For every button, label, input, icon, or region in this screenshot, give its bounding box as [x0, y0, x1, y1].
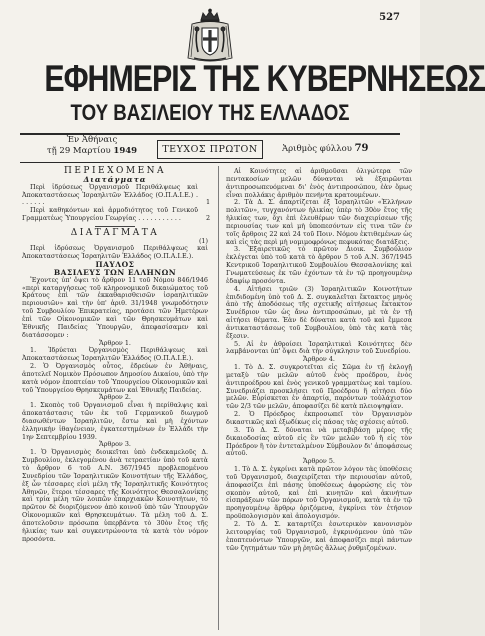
- toc-entry-page: 2: [206, 214, 211, 223]
- decree-preamble: Ἔχοντες ὑπ' ὄψει τὸ ἄρθρον 11 τοῦ Νόμου 846/1946 «περὶ καταργήσεως τοῦ κληρονομικοῦ δικαιώματος τοῦ Κράτους ἐπὶ τῶν ἐκκαθαρισθεισῶν ἰσραηλιτικῶν περιουσιῶν» καὶ τὴν ὑπ' ἀριθ. 31/1948 γνωμοδότησιν τοῦ Συμβουλίου Ἐπικρατείας, προτάσει τῶν Ἡμετέρων ἐπὶ τῶν Οἰκονομικῶν καὶ τῶν Θρησκευμάτων καὶ Ἐθνικῆς Παιδείας Ὑπουργῶν, ἀπεφασίσαμεν καὶ διατάσσομεν :: [22, 275, 208, 339]
- column-divider: [218, 166, 219, 630]
- issue-date-prefix: τῇ 29 Μαρτίου: [46, 146, 111, 156]
- article-paragraph: 1. Τὸ Δ. Σ. ἐγκρίνει κατὰ πρῶτον λόγον τὰς ὑποθέσεις τοῦ Ὀργανισμοῦ, διαχειρίζεται τὴν περιουσίαν αὐτοῦ, ἀποφασίζει ἐπὶ πάσης ὑποθέσεως ἀφορώσης εἰς τὸν σκοπὸν αὐτοῦ, καὶ ἐπὶ κινητῶν καὶ ἀκινήτων εἰσπράξεων τῶν πόρων τοῦ Ὀργανισμοῦ, κατὰ τὰ ἐν τῷ προηγουμένῳ ἄρθρῳ ὁριζόμενα, ἐγκρίνει τὸν ἐτήσιον προϋπολογισμὸν καὶ ἀπολογισμόν.: [226, 465, 412, 521]
- toc-entry: [22, 206, 211, 223]
- article-heading: Ἄρθρον 5.: [303, 457, 335, 466]
- decree-number: (1): [198, 236, 208, 245]
- article-paragraph: 1. Ὁ Ὀργανισμὸς διοικεῖται ὑπὸ ἑνδεκαμελοῦς Δ. Συμβουλίου, ἐκλεγομένου ἀνὰ τετραετίαν ὑπὸ τοῦ κατὰ τὸ ἄρθρον 6 τοῦ Α.Ν. 367/1945 προβλεπομένου Συνεδρίου τῶν Ἰσραηλιτικῶν Κοινοτήτων τῆς Ἑλλάδος, ἐξ ὧν τέσσαρες εἰσὶ μέλη τῆς Ἰσραηλιτικῆς Κοινότητος Ἀθηνῶν, ἕτεροι τέσσαρες τῆς Κοινότητος Θεσσαλονίκης καὶ τρία μέλη τῶν λοιπῶν ἐπαρχιακῶν Κοινοτήτων, τὸ πρῶτον δὲ διοριζόμενον ἀπὸ κοινοῦ ὑπὸ τῶν Ὑπουργῶν Οἰκονομικῶν καὶ Θρησκευμάτων. Τὰ μέλη τοῦ Δ. Σ. ἀποτελοῦσιν πρόσωπα ὑπερβάντα τὸ 30ὸν ἔτος τῆς ἡλικίας των καὶ συγκεντρώνοντα τὰ κατὰ τὸν νόμον προσόντα.: [22, 448, 208, 543]
- article-paragraph: 1. Σκοπὸς τοῦ Ὀργανισμοῦ εἶναι ἡ περίθαλψις καὶ ἀποκατάστασις τῶν ἐκ τοῦ Γερμανικοῦ διωγμοῦ διασωθέντων Ἰσραηλιτῶν, ἔστω καὶ μὴ ἐχόντων ἑλληνικὴν ἰθαγένειαν, ἐγκατεστημένων ἐν Ἑλλάδι τὴν 1ην Σεπτεμβρίου 1939.: [22, 401, 208, 441]
- gazette-title: ΕΦΗΜΕΡΙΣ ΤΗΣ ΚΥΒΕΡΝΗΣΕΩΣ: [44, 58, 485, 99]
- article-heading: Ἄρθρον 1.: [99, 338, 131, 347]
- section-divider: [95, 226, 135, 227]
- king-title: ΒΑΣΙΛΕΥΣ ΤΩΝ ΕΛΛΗΝΩΝ: [53, 267, 177, 277]
- issue-label-box: [157, 140, 263, 159]
- king-name: ΠΑΥΛΟΣ: [95, 260, 135, 270]
- toc-entry-text: Περὶ καθηκόντων καὶ ἁρμοδιότητος τοῦ Γενικοῦ Γραμματέως Ὑπουργείου Γεωργίας . . . . . . . . . . .: [22, 206, 198, 223]
- article-paragraph: 4. Αἰτήσει τριῶν (3) Ἰσραηλιτικῶν Κοινοτήτων ἐπιδιδομένη ὑπὸ τοῦ Δ. Σ. συγκαλεῖται ἔκτακτος μηνὸς ἀπὸ τῆς ἀποδόσεως τῆς σχετικῆς αἰτήσεως ἔκτακτον Συνέδριον τῶν ὡς ἄνω ἀντιπροσώπων, μὲ τὰ ἐν τῇ αἰτήσει θέματα. Ἐὰν δὲ δύναται κατὰ τοῦ καὶ ἔμμεσα ἀντικαταστάσεως τοῦ Συμβουλίου, ὑπὸ τὰς κατὰ τὰς ἔξεσιν.: [226, 284, 412, 340]
- article-paragraph: 3. Ἐξαιρετικῶς τὸ πρῶτον Διοικ. Συμβούλιον ἐκλέγεται ὑπὸ τοῦ κατὰ τὸ ἄρθρον 5 τοῦ Α.Ν. 367/1945 Κεντρικοῦ Ἰσραηλιτικοῦ Συμβουλίου Θεσσαλονίκης καὶ Γνωματεύσεως ἐκ τῶν ἐχόντων τὰ ἐν τῷ προηγουμένῳ ἐδαφίῳ προσόντα.: [226, 245, 412, 285]
- sheet-number: [282, 143, 369, 154]
- gazette-subtitle: ΤΟΥ ΒΑΣΙΛΕΙΟΥ ΤΗΣ ΕΛΛΑΔΟΣ: [70, 100, 350, 125]
- decrees-heading: ΔΙΑΤΑΓΜΑΤΑ: [70, 227, 160, 238]
- issue-date: [46, 146, 138, 157]
- article-paragraph: 2. Τὸ Δ. Σ. καταρτίζει ἐσωτερικὸν κανονισμὸν λειτουργίας τοῦ Ὀργανισμοῦ, ἐγκρινόμενον ὑπὸ τῶν ἐποπτευόντων Ὑπουργῶν, καὶ ἀποφασίζει περὶ πάντων τῶν ζητημάτων τῶν μὴ ῥητῶς ἄλλως ῥυθμιζομένων.: [226, 519, 412, 552]
- left-column: [22, 166, 211, 543]
- right-column: [226, 168, 412, 552]
- toc-entry-page: 1: [206, 198, 211, 207]
- sheet-label: Ἀριθμὸς φύλλου: [282, 144, 352, 154]
- decrees-subheading: Διατάγματα: [83, 174, 147, 184]
- article-paragraph: 1. Ἱδρύεται Ὀργανισμὸς Περιθάλψεως καὶ Ἀποκαταστάσεως Ἰσραηλιτῶν Ἑλλάδος (Ο.Π.Α.Ι.Ε.).: [22, 346, 208, 363]
- contents-heading: ΠΕΡΙΕΧΟΜΕΝΑ: [63, 166, 167, 176]
- article-paragraph: 2. Ὁ Πρόεδρος ἐκπροσωπεῖ τὸν Ὀργανισμὸν δικαστικῶς καὶ ἐξωδίκως εἰς πάσας τὰς σχέσεις αὐτοῦ.: [226, 410, 412, 426]
- article-heading: Ἄρθρον 3.: [99, 440, 131, 449]
- article-paragraph: 1. Τὸ Δ. Σ. συγκροτεῖται εἰς Σῶμα ἐν τῇ ἐκλογῇ μεταξὺ τῶν μελῶν αὐτοῦ ἑνὸς προέδρου, ἑνὸς ἀντιπροέδρου καὶ ἑνὸς γενικοῦ γραμματέως καὶ ταμίου. Συνεδριάζει προσκλήσει τοῦ Προέδρου ἢ αἰτήσει δύο μελῶν. Εὑρίσκεται ἐν ἀπαρτίᾳ, παρόντων τοὐλάχιστον τῶν 2/3 τῶν μελῶν, ἀποφασίζει δὲ κατὰ πλειοψηφίαν.: [226, 363, 412, 411]
- article-heading: Ἄρθρον 2.: [99, 393, 131, 402]
- article-heading: Ἄρθρον 4.: [303, 355, 335, 364]
- masthead-rule-bottom: [20, 162, 400, 163]
- article-paragraph: 2. Τὰ Δ. Σ. ἀπαρτίζεται ἐξ Ἰσραηλιτῶν «Ἑλλήνων πολιτῶν», τυγχανόντων ἡλικίας ὑπὲρ τὸ 30ὸν ἔτος τῆς ἡλικίας των, ὄχι ἐπὶ ἐλευθέρων τῶν διαχειρίσεων τῆς περιουσίας των καὶ μὴ ὑποπεσόντων εἰς τινα τῶν ἐν τοῖς ἄρθροις 22 καὶ 24 τοῦ Ποιν. Νόμου ἐκτιθεμένων ὡς καὶ εἰς τὰς περὶ μὴ νομιμοφρόνως πεφυκότας διατάξεις.: [226, 198, 412, 246]
- page-number: 527: [379, 12, 400, 23]
- issue-place: Ἐν Ἀθήναις: [66, 135, 118, 145]
- issue-label: ΤΕΥΧΟΣ ΠΡΩΤΟΝ: [162, 144, 258, 155]
- issue-place-date: [46, 135, 138, 157]
- toc-entry-text: Περὶ ἱδρύσεως Ὀργανισμοῦ Περιθάλψεως καὶ Ἀποκαταστάσεως Ἰσραηλιτῶν Ἑλλάδος (Ο.Π.Α.Ι.Ε.) . . . . . . .: [22, 182, 198, 207]
- royal-coat-of-arms-icon: [184, 8, 236, 64]
- issue-year: 1949: [113, 146, 138, 156]
- article-paragraph: Αἱ Κοινότητες αἱ ἀριθμοῦσαι ὀλιγώτερα τῶν πεντακοσίων μελῶν δύνανται νὰ ἐξαιρῶνται ἀντιπροσωπευόμεναι δι' ἑνὸς ἀντιπροσώπου, ἐὰν ὅμως εἶναι πολλάκις ἀριθμὸν πενήντα κρατουμένων.: [226, 167, 412, 199]
- toc-entry: [22, 182, 211, 208]
- article-paragraph: 2. Ὁ Ὀργανισμὸς οὗτος, ἑδρεύων ἐν Ἀθήναις, ἀποτελεῖ Νομικὸν Πρόσωπον Δημοσίου Δικαίου, ὑπὸ τὴν κατὰ νόμον ἐποπτείαν τοῦ Ὑπουργείου Οἰκονομικῶν καὶ τοῦ Ὑπουργείου Θρησκευμάτων καὶ Ἐθνικῆς Παιδείας.: [22, 362, 208, 394]
- decree-title: Περὶ ἱδρύσεως Ὀργανισμοῦ Περιθάλψεως καὶ Ἀποκαταστάσεως Ἰσραηλιτῶν Ἑλλάδος (Ο.Π.Α.Ι.Ε.).: [22, 244, 208, 261]
- article-paragraph: 3. Τὸ Δ. Σ. δύναται νὰ μεταβιβάσῃ μέρος τῆς δικαιοδοσίας αὐτοῦ εἰς ἓν τῶν μελῶν τοῦ ἢ εἰς τὸν Πρόεδρον ἢ τὸν ἐντεταλμένον Σύμβουλον δι' ἀποφάσεως αὐτοῦ.: [226, 425, 412, 458]
- article-paragraph: 5. Αἱ ἐν ἀθροίσει Ἰσραηλιτικαὶ Κοινότητες δὲν λαμβάνονται ὑπ' ὄψει διὰ τὴν σύγκλησιν τοῦ Συνεδρίου.: [226, 339, 412, 356]
- sheet-number-value: 79: [354, 143, 369, 154]
